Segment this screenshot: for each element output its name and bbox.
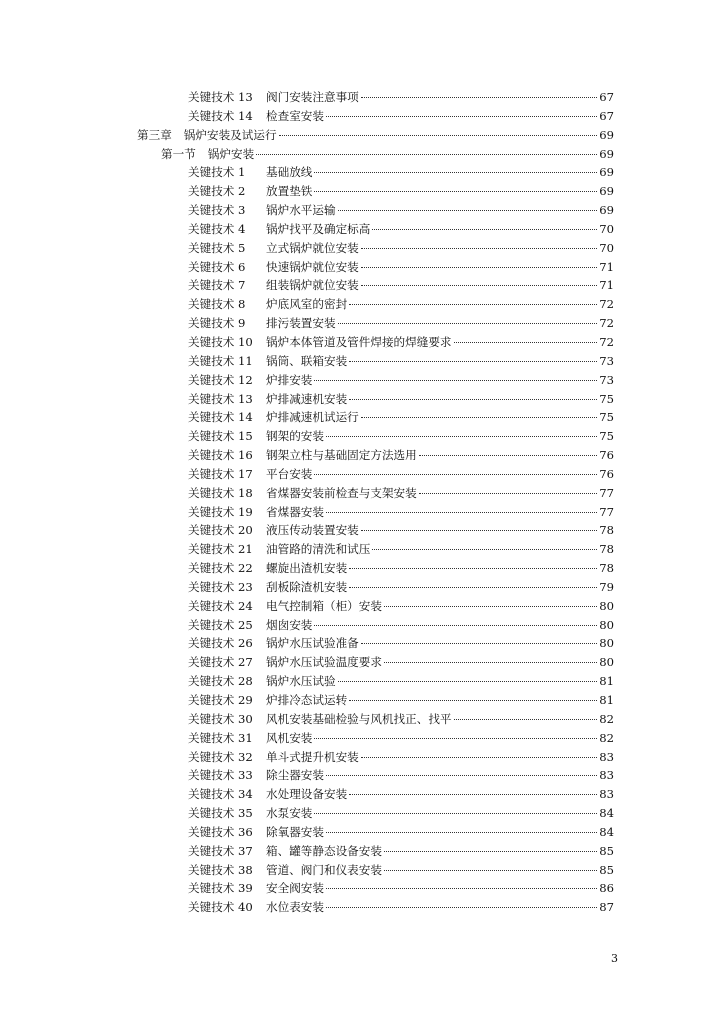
toc-item-row xyxy=(0,201,724,220)
dot-leader xyxy=(349,303,597,305)
toc-item-row xyxy=(0,540,724,559)
toc-entry-title: 水处理设备安装 xyxy=(266,787,348,802)
toc-item-row xyxy=(0,258,724,277)
toc-entry-page: 80 xyxy=(599,636,614,651)
toc-item-row xyxy=(0,352,724,371)
dot-leader xyxy=(338,209,597,211)
toc-entry-page: 80 xyxy=(599,655,614,670)
toc-entry-label: 关键技术 40 xyxy=(188,900,253,915)
toc-item-row xyxy=(0,163,724,182)
dot-leader xyxy=(314,737,597,739)
toc-entry-label: 关键技术 3 xyxy=(188,203,246,218)
toc-entry-title: 组装锅炉就位安装 xyxy=(266,278,359,293)
toc-entry-page: 80 xyxy=(599,617,614,632)
dot-leader xyxy=(349,586,597,588)
toc-entry-page: 81 xyxy=(599,674,614,689)
toc-entry-label: 关键技术 25 xyxy=(188,617,253,632)
dot-leader xyxy=(349,398,597,400)
dot-leader xyxy=(326,887,597,889)
toc-entry-title: 液压传动装置安装 xyxy=(266,523,359,538)
toc-entry-title: 箱、罐等静态设备安装 xyxy=(266,843,382,858)
toc-item-row xyxy=(0,729,724,748)
dot-leader xyxy=(349,793,597,795)
toc-entry-page: 67 xyxy=(599,90,614,104)
toc-item-row xyxy=(0,465,724,484)
toc-item-row xyxy=(0,597,724,616)
toc-entry-page: 86 xyxy=(599,881,614,896)
toc-entry-title: 锅筒、联箱安装 xyxy=(266,353,348,368)
toc-entry-page: 78 xyxy=(599,561,614,576)
dot-leader xyxy=(384,850,597,852)
dot-leader xyxy=(361,642,597,644)
toc-entry-page: 85 xyxy=(599,862,614,877)
toc-entry-page: 84 xyxy=(599,806,614,821)
toc-entry-title: 炉底风室的密封 xyxy=(266,297,348,312)
toc-entry-title: 省煤器安装 xyxy=(266,504,324,519)
toc-entry-title: 锅炉水压试验温度要求 xyxy=(266,655,382,670)
toc-entry-label: 关键技术 8 xyxy=(188,297,246,312)
toc-item-row xyxy=(0,295,724,314)
toc-entry-page: 84 xyxy=(599,824,614,839)
toc-entry-page: 75 xyxy=(599,410,614,425)
toc-chapter-row xyxy=(0,126,724,145)
toc-entry-label: 关键技术 38 xyxy=(188,862,253,877)
toc-entry-label: 关键技术 9 xyxy=(188,316,246,331)
toc-entry-title: 锅炉安装 xyxy=(207,146,255,161)
toc-entry-label: 关键技术 29 xyxy=(188,693,253,707)
toc-entry-page: 76 xyxy=(599,448,614,463)
toc-item-row xyxy=(0,898,724,917)
dot-leader xyxy=(338,680,597,682)
toc-item-row xyxy=(0,616,724,635)
dot-leader xyxy=(349,699,597,701)
toc-entry-page: 82 xyxy=(599,730,614,745)
toc-entry-page: 69 xyxy=(599,165,614,180)
toc-entry-label: 关键技术 11 xyxy=(188,353,253,368)
toc-entry-page: 73 xyxy=(599,372,614,387)
dot-leader xyxy=(314,379,597,381)
toc-item-row xyxy=(0,521,724,540)
dot-leader xyxy=(372,548,597,550)
toc-entry-label: 关键技术 7 xyxy=(188,278,246,293)
dot-leader xyxy=(338,322,597,324)
toc-item-row xyxy=(0,88,724,107)
toc-entry-label: 关键技术 6 xyxy=(188,259,246,274)
dot-leader xyxy=(326,774,597,776)
toc-item-row xyxy=(0,503,724,522)
toc-item-row xyxy=(0,276,724,295)
toc-entry-title: 电气控制箱（柜）安装 xyxy=(266,598,382,613)
toc-entry-page: 69 xyxy=(599,184,614,199)
toc-entry-title: 水泵安装 xyxy=(266,806,313,821)
dot-leader xyxy=(326,115,597,117)
toc-entry-label: 关键技术 28 xyxy=(188,674,253,689)
toc-entry-page: 72 xyxy=(599,334,614,349)
toc-entry-title: 锅炉本体管道及管件焊接的焊缝要求 xyxy=(266,334,452,349)
toc-entry-label: 关键技术 23 xyxy=(188,579,253,594)
dot-leader xyxy=(454,718,597,720)
toc-item-row xyxy=(0,446,724,465)
toc-entry-label: 关键技术 15 xyxy=(188,429,253,444)
dot-leader xyxy=(361,284,597,286)
toc-item-row xyxy=(0,691,724,710)
toc-entry-label: 关键技术 14 xyxy=(188,410,253,425)
toc-item-row xyxy=(0,220,724,239)
toc-entry-label: 关键技术 32 xyxy=(188,749,253,764)
toc-entry-page: 69 xyxy=(599,146,614,161)
toc-item-row xyxy=(0,314,724,333)
toc-entry-title: 烟囱安装 xyxy=(266,617,313,632)
toc-entry-title: 除尘器安装 xyxy=(266,768,324,783)
toc-entry-title: 水位表安装 xyxy=(266,900,324,915)
toc-entry-label: 关键技术 13 xyxy=(188,90,253,104)
dot-leader xyxy=(384,869,597,871)
toc-item-row xyxy=(0,182,724,201)
toc-entry-title: 锅炉水平运输 xyxy=(266,203,336,218)
toc-item-row xyxy=(0,804,724,823)
toc-entry-page: 81 xyxy=(599,693,614,707)
toc-entry-title: 锅炉水压试验准备 xyxy=(266,636,359,651)
toc-entry-page: 77 xyxy=(599,504,614,519)
toc-entry-label: 关键技术 31 xyxy=(188,730,253,745)
dot-leader xyxy=(326,906,597,908)
toc-entry-title: 刮板除渣机安装 xyxy=(266,579,348,594)
toc-item-row xyxy=(0,879,724,898)
toc-entry-title: 放置垫铁 xyxy=(266,184,313,199)
toc-entry-page: 69 xyxy=(599,203,614,218)
dot-leader xyxy=(326,435,597,437)
toc-entry-title: 检查室安装 xyxy=(266,108,324,123)
toc-entry-title: 风机安装 xyxy=(266,730,313,745)
toc-entry-label: 关键技术 20 xyxy=(188,523,253,538)
toc-entry-title: 单斗式提升机安装 xyxy=(266,749,359,764)
dot-leader xyxy=(384,661,597,663)
toc-item-row xyxy=(0,371,724,390)
toc-entry-label: 关键技术 26 xyxy=(188,636,253,651)
toc-entry-page: 71 xyxy=(599,278,614,293)
toc-entry-title: 炉排减速机试运行 xyxy=(266,410,359,425)
toc-item-row xyxy=(0,748,724,767)
toc-entry-label: 关键技术 30 xyxy=(188,711,253,726)
toc-entry-title: 钢架立柱与基础固定方法选用 xyxy=(266,448,417,463)
toc-item-row xyxy=(0,390,724,409)
toc-item-row xyxy=(0,710,724,729)
toc-item-row xyxy=(0,559,724,578)
toc-entry-label: 关键技术 2 xyxy=(188,184,246,199)
toc-entry-page: 71 xyxy=(599,259,614,274)
toc-entry-label: 关键技术 34 xyxy=(188,787,253,802)
toc-entry-title: 油管路的清洗和试压 xyxy=(266,542,371,557)
toc-entry-title: 螺旋出渣机安装 xyxy=(266,561,348,576)
toc-entry-title: 锅炉安装及试运行 xyxy=(183,127,277,142)
dot-leader xyxy=(314,624,597,626)
dot-leader xyxy=(361,266,597,268)
toc-entry-page: 78 xyxy=(599,542,614,557)
toc-item-row xyxy=(0,408,724,427)
dot-leader xyxy=(384,605,597,607)
toc-entry-label: 关键技术 36 xyxy=(188,824,253,839)
toc-entry-title: 除氧器安装 xyxy=(266,824,324,839)
toc-item-row xyxy=(0,766,724,785)
toc-entry-page: 75 xyxy=(599,391,614,406)
toc-item-row xyxy=(0,333,724,352)
toc-item-row xyxy=(0,239,724,258)
toc-item-row xyxy=(0,634,724,653)
dot-leader xyxy=(361,756,597,758)
toc-item-row xyxy=(0,842,724,861)
toc-entry-label: 关键技术 12 xyxy=(188,372,253,387)
dot-leader xyxy=(419,492,597,494)
dot-leader xyxy=(454,341,597,343)
toc-entry-label: 关键技术 17 xyxy=(188,466,253,481)
toc-entry-label: 关键技术 27 xyxy=(188,655,253,670)
toc-entry-title: 快速锅炉就位安装 xyxy=(266,259,359,274)
toc-entry-label: 关键技术 18 xyxy=(188,485,253,500)
toc-entry-page: 67 xyxy=(599,108,614,123)
toc-entry-title: 平台安装 xyxy=(266,466,313,481)
toc-entry-label: 第三章 xyxy=(137,127,172,142)
dot-leader xyxy=(349,360,597,362)
toc-entry-page: 78 xyxy=(599,523,614,538)
toc-entry-title: 管道、阀门和仪表安装 xyxy=(266,862,382,877)
toc-entry-page: 87 xyxy=(599,900,614,915)
toc-entry-label: 关键技术 33 xyxy=(188,768,253,783)
toc-item-row xyxy=(0,861,724,880)
toc-entry-label: 关键技术 19 xyxy=(188,504,253,519)
toc-item-row xyxy=(0,653,724,672)
toc-entry-title: 省煤器安装前检查与支架安装 xyxy=(266,485,417,500)
toc-entry-label: 关键技术 1 xyxy=(188,165,246,180)
dot-leader xyxy=(314,190,597,192)
toc-entry-page: 76 xyxy=(599,466,614,481)
toc-entry-page: 73 xyxy=(599,353,614,368)
dot-leader xyxy=(361,96,597,98)
toc-entry-label: 关键技术 4 xyxy=(188,221,246,236)
toc-entry-title: 立式锅炉就位安装 xyxy=(266,240,359,255)
dot-leader xyxy=(361,529,597,531)
dot-leader xyxy=(419,454,597,456)
toc-entry-label: 关键技术 16 xyxy=(188,448,253,463)
toc-entry-title: 炉排冷态试运转 xyxy=(266,693,348,707)
toc-entry-label: 关键技术 39 xyxy=(188,881,253,896)
page-number: 3 xyxy=(611,952,618,965)
toc-entry-page: 85 xyxy=(599,843,614,858)
toc-item-row xyxy=(0,484,724,503)
toc-item-row xyxy=(0,427,724,446)
toc-entry-title: 钢架的安装 xyxy=(266,429,324,444)
toc-entry-title: 排污装置安装 xyxy=(266,316,336,331)
toc-entry-page: 69 xyxy=(599,127,614,142)
toc-item-row xyxy=(0,785,724,804)
dot-leader xyxy=(326,511,597,513)
toc-entry-title: 锅炉找平及确定标高 xyxy=(266,221,371,236)
toc-entry-page: 75 xyxy=(599,429,614,444)
toc-entry-page: 79 xyxy=(599,579,614,594)
toc-entry-page: 72 xyxy=(599,297,614,312)
toc-entry-title: 阀门安装注意事项 xyxy=(266,90,359,104)
dot-leader xyxy=(361,247,597,249)
toc-entry-page: 70 xyxy=(599,221,614,236)
toc-entry-page: 83 xyxy=(599,749,614,764)
toc-entry-label: 关键技术 10 xyxy=(188,334,253,349)
toc-entry-title: 锅炉水压试验 xyxy=(266,674,336,689)
toc-entry-label: 关键技术 35 xyxy=(188,806,253,821)
toc-item-row xyxy=(0,107,724,126)
dot-leader xyxy=(256,153,597,155)
toc-entry-label: 关键技术 21 xyxy=(188,542,253,557)
toc-section-row xyxy=(0,145,724,164)
dot-leader xyxy=(314,473,597,475)
toc-entry-page: 83 xyxy=(599,787,614,802)
toc-entry-title: 基础放线 xyxy=(266,165,313,180)
dot-leader xyxy=(372,228,597,230)
toc-entry-page: 72 xyxy=(599,316,614,331)
toc-entry-page: 80 xyxy=(599,598,614,613)
dot-leader xyxy=(349,567,597,569)
toc-entry-page: 70 xyxy=(599,240,614,255)
toc-item-row xyxy=(0,823,724,842)
dot-leader xyxy=(361,416,597,418)
toc-entry-title: 风机安装基础检验与风机找正、找平 xyxy=(266,711,452,726)
toc-entry-page: 83 xyxy=(599,768,614,783)
table-of-contents xyxy=(0,88,724,917)
toc-entry-title: 炉排安装 xyxy=(266,372,313,387)
toc-entry-label: 关键技术 37 xyxy=(188,843,253,858)
toc-entry-label: 关键技术 13 xyxy=(188,391,253,406)
dot-leader xyxy=(314,812,597,814)
toc-entry-label: 关键技术 24 xyxy=(188,598,253,613)
toc-entry-page: 82 xyxy=(599,711,614,726)
toc-entry-title: 炉排减速机安装 xyxy=(266,391,348,406)
dot-leader xyxy=(314,171,597,173)
toc-entry-label: 第一节 xyxy=(161,146,196,161)
toc-entry-label: 关键技术 14 xyxy=(188,108,253,123)
toc-item-row xyxy=(0,578,724,597)
toc-entry-title: 安全阀安装 xyxy=(266,881,324,896)
toc-item-row xyxy=(0,672,724,691)
dot-leader xyxy=(326,831,597,833)
toc-entry-label: 关键技术 5 xyxy=(188,240,246,255)
toc-entry-label: 关键技术 22 xyxy=(188,561,253,576)
toc-entry-page: 77 xyxy=(599,485,614,500)
dot-leader xyxy=(279,134,597,136)
